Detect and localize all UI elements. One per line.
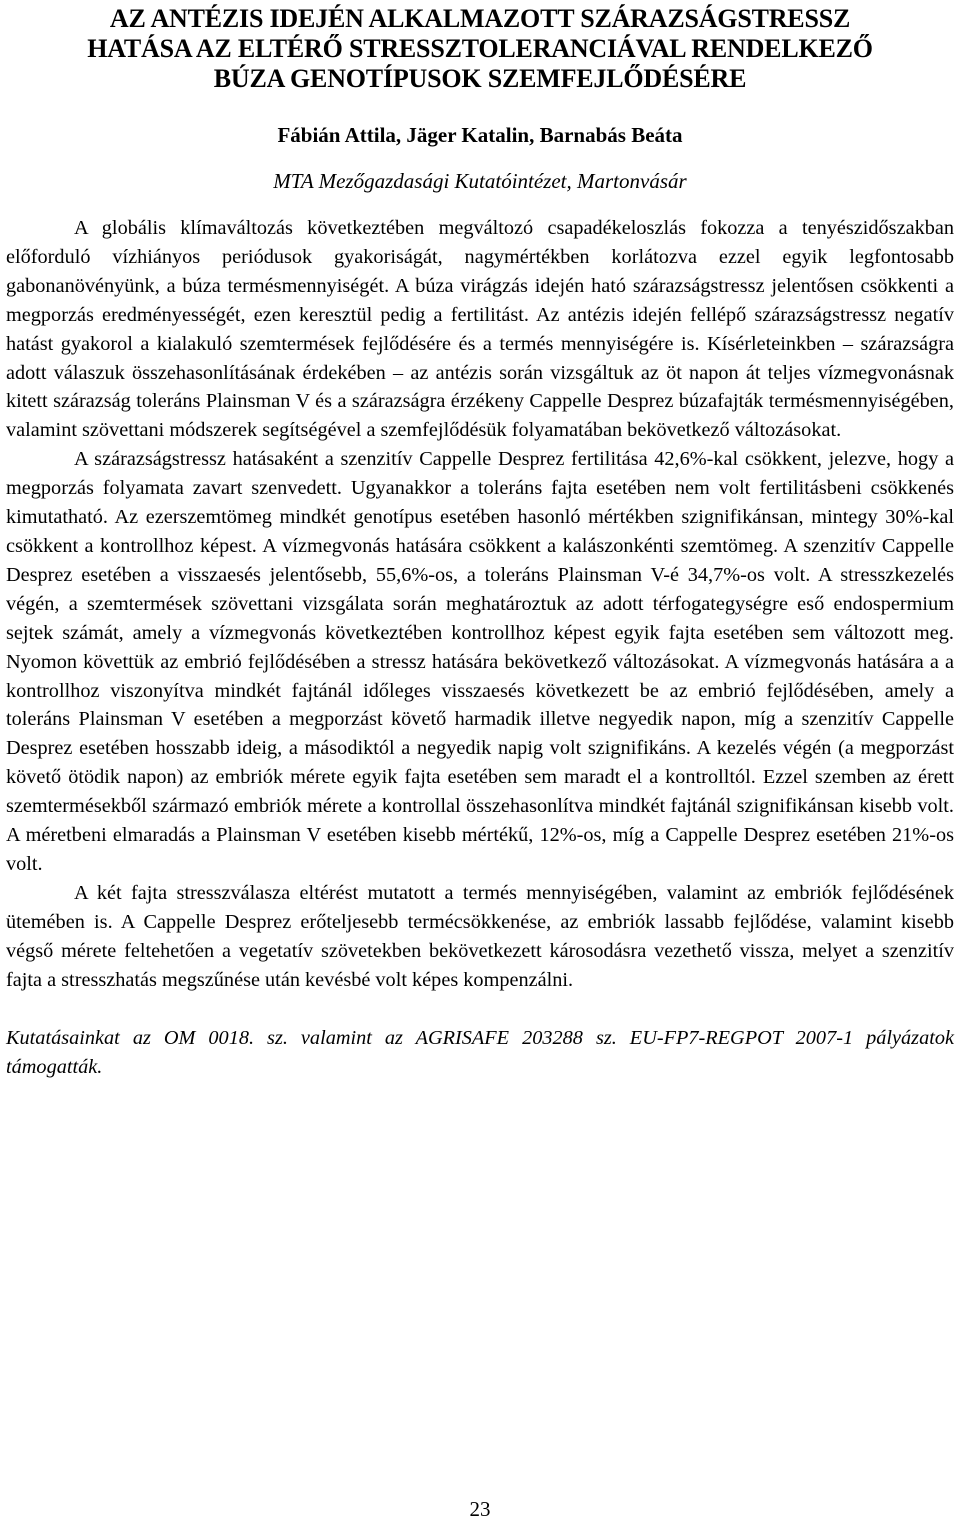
document-page: [6, 0, 954, 1082]
abstract-body: [6, 214, 954, 994]
page-number: 23: [469, 1497, 491, 1521]
body-paragraph: A két fajta stresszválasza eltérést mutatott a termés mennyiségében, valamint az embriók fejlődésének ütemében is. A Cappelle Desprez erőteljesebb termécsökkenése, az embriók lassabb fejlődése, valamint kisebb végső mérete feltehetően a vegetatív szövetekben bekövetkezett károsodásra vezethető vissza, melyet a szenzitív fajta a stresszhatás megszűnése után kevésbé volt képes kompenzálni.: [6, 881, 954, 991]
affiliation: MTA Mezőgazdasági Kutatóintézet, Martonvásár: [273, 169, 687, 193]
author-list: Fábián Attila, Jäger Katalin, Barnabás Beáta: [277, 123, 683, 147]
title-line: AZ ANTÉZIS IDEJÉN ALKALMAZOTT SZÁRAZSÁGSTRESSZ: [109, 4, 851, 33]
title-line: BÚZA GENOTÍPUSOK SZEMFEJLŐDÉSÉRE: [213, 64, 747, 93]
acknowledgement: Kutatásainkat az OM 0018. sz. valamint az AGRISAFE 203288 sz. EU-FP7-REGPOT 2007-1 pályázatok támogatták.: [6, 1027, 954, 1079]
paper-title: [6, 4, 954, 94]
title-line: HATÁSA AZ ELTÉRŐ STRESSZTOLERANCIÁVAL RENDELKEZŐ: [87, 34, 873, 63]
body-paragraph: A globális klímaváltozás következtében megváltozó csapadékeloszlás fokozza a tenyészidőszakban előforduló vízhiányos periódusok gyakoriságát, nagymértékben korlátozva ezzel egyik legfontosabb gabonanövényünk, a búza termésmennyiségét. A búza virágzás idején ható szárazságstressz jelentősen csökkenti a megporzás eredményességét, ezen keresztül pedig a fertilitást. Az antézis idején fellépő szárazságstressz negatív hatást gyakorol a kialakuló szemtermések fejlődésére és a termés mennyiségére is. Kísérleteinkben – szárazságra adott válaszuk összehasonlításának érdekében – az antézis során vizsgáltuk az öt napon át teljes vízmegvonásnak kitett szárazság toleráns Plainsman V és a szárazságra érzékeny Cappelle Desprez búzafajták termésmennyiségében, valamint szövettani módszerek segítségével a szemfejlődésük folyamatában bekövetkező változásokat.: [6, 217, 954, 442]
body-paragraph: A szárazságstressz hatásaként a szenzitív Cappelle Desprez fertilitása 42,6%-kal csökkent, jelezve, hogy a megporzás folyamata zavart szenvedett. Ugyanakkor a toleráns fajta esetében nem volt fertilitásbeni csökkenés kimutatható. Az ezerszemtömeg mindkét genotípus esetében hasonló mértékben szignifikánsan, mintegy 30%-kal csökkent a kontrollhoz képest. A vízmegvonás hatására csökkent a kalászonkénti szemtömeg. A szenzitív Cappelle Desprez esetében a visszaesés jelentősebb, 55,6%-os, a toleráns Plainsman V-é 34,7%-os volt. A stresszkezelés végén, a szemtermések szövettani vizsgálata során meghatároztuk az adott térfogategységre eső endospermium sejtek számát, amely a vízmegvonás következtében kontrollhoz képest egyik fajta esetében sem változott meg. Nyomon követtük az embrió fejlődésében a stressz hatására bekövetkező változásokat. A vízmegvonás hatására a a kontrollhoz viszonyítva mindkét fajtánál időleges visszaesés következett be az embrió fejlődésében, amely a toleráns Plainsman V esetében a megporzást követő harmadik illetve negyedik napon, míg a szenzitív Cappelle Desprez esetében hosszabb ideig, a másodiktól a negyedik napig volt szignifikáns. A kezelés végén (a megporzást követő ötödik napon) az embriók mérete egyik fajta esetében sem maradt el a kontrolltól. Ezzel szemben az érett szemtermésekből származó embriók mérete a kontrollal összehasonlítva mindkét fajtánál szignifikánsan kisebb volt. A méretbeni elmaradás a Plainsman V esetében kisebb mértékű, 12%-os, míg a Cappelle Desprez esetében 21%-os volt.: [6, 448, 954, 875]
